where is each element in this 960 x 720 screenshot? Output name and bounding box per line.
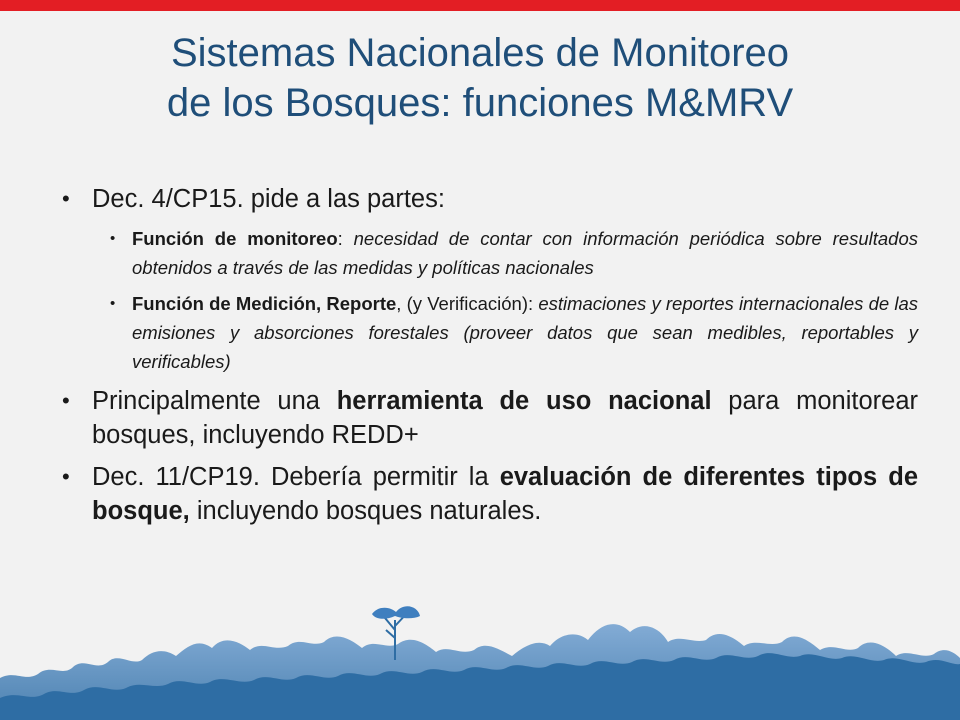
bullet-pre: Principalmente una xyxy=(92,387,337,415)
bullet-post: incluyendo bosques naturales. xyxy=(189,497,542,525)
bullet-post: para monitorear bosques, incluyendo REDD+ xyxy=(92,387,918,449)
bullet-herramienta xyxy=(62,384,918,452)
sub-bullet-medicion-reporte xyxy=(132,289,918,376)
title-line-2: de los Bosques: funciones M&MRV xyxy=(166,81,794,125)
sub-bullet-italic: necesidad de contar con información periódica sobre resultados obtenidos a través de las medidas y políticas nacionales xyxy=(132,228,918,278)
bullet-text: Dec. 4/CP15. pide a las partes: xyxy=(92,185,445,213)
sub-bullet-plain: , (y Verificación): xyxy=(396,293,539,314)
sub-bullet-bold: Función de Medición, Reporte xyxy=(132,293,397,314)
bullet-bold: evaluación de diferentes tipos de bosque, xyxy=(92,463,918,525)
slide-body xyxy=(62,182,918,536)
sub-bullet-bold: Función de monitoreo xyxy=(132,228,338,249)
bullet-pre: Dec. 11/CP19. Debería permitir la xyxy=(92,463,500,491)
bullet-bold: herramienta de uso nacional xyxy=(336,387,712,415)
sub-bullet-colon: : xyxy=(337,228,354,249)
sub-bullet-italic: estimaciones y reportes internacionales de las emisiones y absorciones forestales (proveer datos que sean medibles, reportables y verificables) xyxy=(132,293,918,372)
title-line-1: Sistemas Nacionales de Monitoreo xyxy=(170,31,790,75)
slide-title xyxy=(0,28,960,128)
top-accent-bar xyxy=(0,0,960,11)
bullet-dec-4-cp15 xyxy=(62,182,918,216)
bullet-dec-11-cp19 xyxy=(62,460,918,528)
sub-bullet-monitoreo xyxy=(132,224,918,282)
forest-silhouette-icon xyxy=(0,590,960,720)
